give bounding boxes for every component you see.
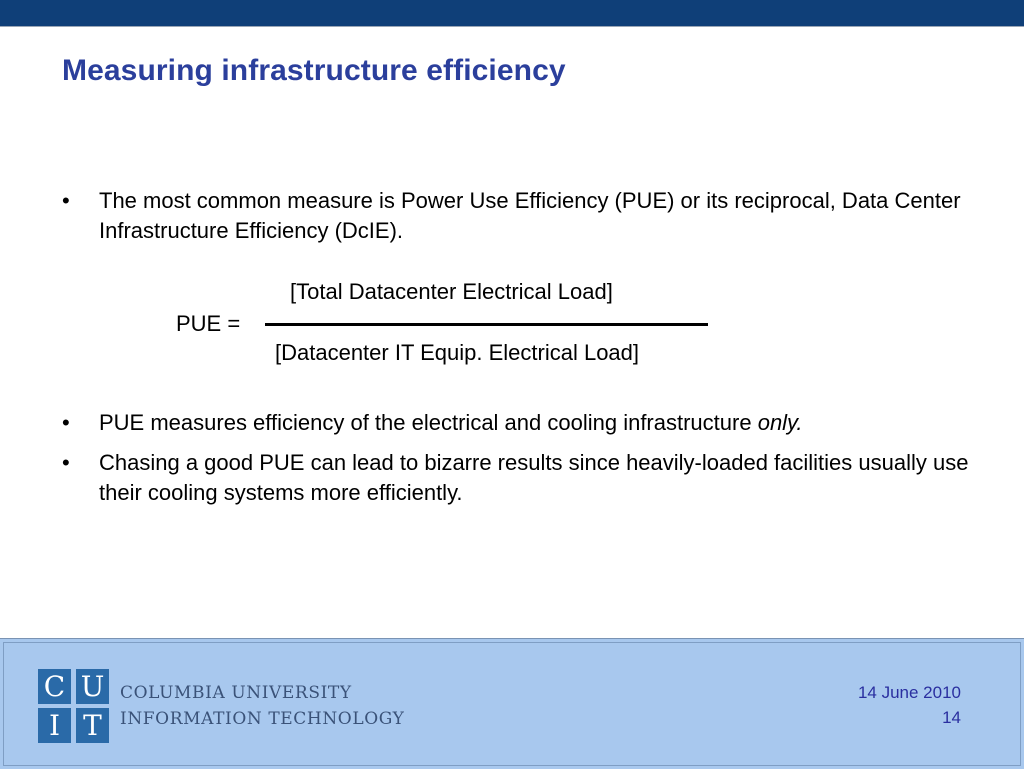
logo-letter-u: U xyxy=(76,669,109,704)
bullet-dot: • xyxy=(62,450,70,475)
page-number: 14 xyxy=(942,708,961,727)
bullet-text-emphasis: only. xyxy=(757,410,803,435)
footer-date: 14 June 2010 xyxy=(857,683,961,702)
logo-letter-c: C xyxy=(38,669,71,704)
footer-band xyxy=(0,638,1024,769)
formula-lhs: PUE = xyxy=(176,311,241,336)
formula-denominator: [Datacenter IT Equip. Electrical Load] xyxy=(275,340,640,365)
logo-text-line1: COLUMBIA UNIVERSITY xyxy=(120,683,352,703)
bullet-dot: • xyxy=(62,188,70,213)
footer-border xyxy=(3,642,1021,766)
bullet-text-main: PUE measures efficiency of the electrical and cooling infrastructure xyxy=(99,410,758,435)
logo-text-line2: INFORMATION TECHNOLOGY xyxy=(120,709,405,729)
logo-letter-i: I xyxy=(38,708,71,743)
bullet-item xyxy=(62,186,972,246)
formula-numerator: [Total Datacenter Electrical Load] xyxy=(290,279,613,304)
bullet-text: Chasing a good PUE can lead to bizarre results since heavily-loaded facilities usually use their cooling systems more efficiently. xyxy=(99,450,969,505)
logo-letter-t: T xyxy=(76,708,109,743)
fraction-bar xyxy=(265,323,708,326)
bullet-text xyxy=(99,408,972,438)
cuit-logo xyxy=(38,669,109,743)
bullet-text: The most common measure is Power Use Efficiency (PUE) or its reciprocal, Data Center Infrastructure Efficiency (DcIE). xyxy=(99,188,961,243)
bullet-dot: • xyxy=(62,410,70,435)
slide-title: Measuring infrastructure efficiency xyxy=(62,54,566,87)
top-banner xyxy=(0,0,1024,27)
bullet-item xyxy=(62,408,972,438)
bullet-item xyxy=(62,448,972,508)
